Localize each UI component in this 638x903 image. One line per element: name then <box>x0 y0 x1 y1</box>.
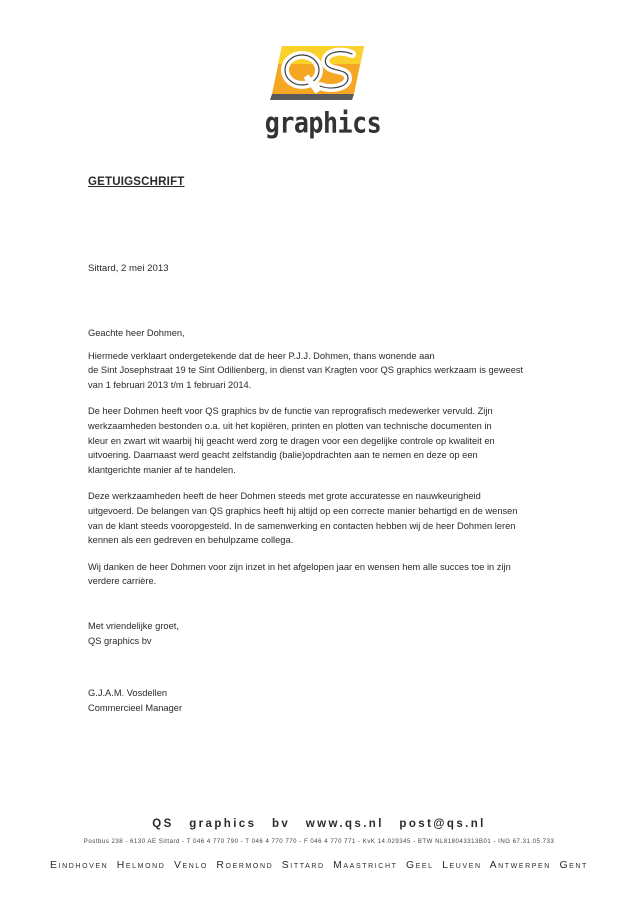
paragraph-thanks <box>88 560 558 589</box>
paragraph-line: Hiermede verklaart ondergetekende dat de heer P.J.J. Dohmen, thans wonende aan <box>88 350 435 361</box>
logo-wordmark: graphics <box>264 105 382 140</box>
salutation: Geachte heer Dohmen, <box>88 328 185 338</box>
paragraph-line: kleur en zwart wit waarbij hij geacht werd zorg te dragen voor een degelijke controle op kwaliteit en <box>88 435 495 446</box>
document-heading: GETUIGSCHRIFT <box>88 176 185 188</box>
signer-title: Commercieel Manager <box>88 702 183 713</box>
paragraph-employment <box>88 349 558 393</box>
footer-contact-line: Postbus 238 - 6130 AE Sittard - T 046 4 770 790 - T 046 4 770 770 - F 046 4 770 771 - KvK 14.029345 - BTW NL818043313B01 - ING 67.31.05.733 <box>83 838 555 845</box>
paragraph-line: klantgerichte manier af te handelen. <box>88 464 236 475</box>
paragraph-line: de Sint Josephstraat 19 te Sint Odilienberg, in dienst van Kragten voor QS graphics werkzaam is geweest <box>88 365 524 376</box>
footer-company-line: QS graphics bv www.qs.nl post@qs.nl <box>152 818 486 830</box>
closing-greeting: Met vriendelijke groet, <box>88 621 179 631</box>
closing-company: QS graphics bv <box>88 635 152 646</box>
paragraph-line: De heer Dohmen heeft voor QS graphics bv de functie van reprografisch medewerker vervuld. Zijn <box>88 406 493 417</box>
paragraph-line: van de klant steeds vooropgesteld. In de samenwerking en contacten hebben wij de heer Dohmen leren <box>88 520 516 531</box>
footer-cities-line: Eindhoven Helmond Venlo Roermond Sittard Maastricht Geel Leuven Antwerpen Gent <box>50 860 588 871</box>
paragraph-line: werkzaamheden bestonden o.a. uit het kopiëren, printen en plotten van technische documenten in <box>88 420 492 431</box>
closing-block <box>88 619 179 648</box>
paragraph-duties <box>88 404 558 477</box>
paragraph-evaluation <box>88 489 558 547</box>
signer-name: G.J.A.M. Vosdellen <box>88 688 168 698</box>
qs-graphics-logo <box>264 42 382 142</box>
paragraph-line: verdere carrière. <box>88 576 157 587</box>
letter-body <box>88 326 558 601</box>
signer-block <box>88 686 182 715</box>
paragraph-line: Deze werkzaamheden heeft de heer Dohmen steeds met grote accuratesse en nauwkeurigheid <box>88 491 481 502</box>
paragraph-line: Wij danken de heer Dohmen voor zijn inzet in het afgelopen jaar en wensen hem alle succes toe in zijn <box>88 561 511 572</box>
paragraph-line: van 1 februari 2013 t/m 1 februari 2014. <box>88 379 252 390</box>
paragraph-line: uitgevoerd. De belangen van QS graphics heeft hij altijd op een correcte manier behartigd en de wensen <box>88 505 518 516</box>
paragraph-line: uitvoering. Daarnaast werd geacht zelfstandig (balie)opdrachten aan te nemen en deze op een <box>88 450 478 461</box>
paragraph-line: kennen als een gedreven en behulpzame collega. <box>88 535 294 546</box>
date-line: Sittard, 2 mei 2013 <box>88 263 169 274</box>
